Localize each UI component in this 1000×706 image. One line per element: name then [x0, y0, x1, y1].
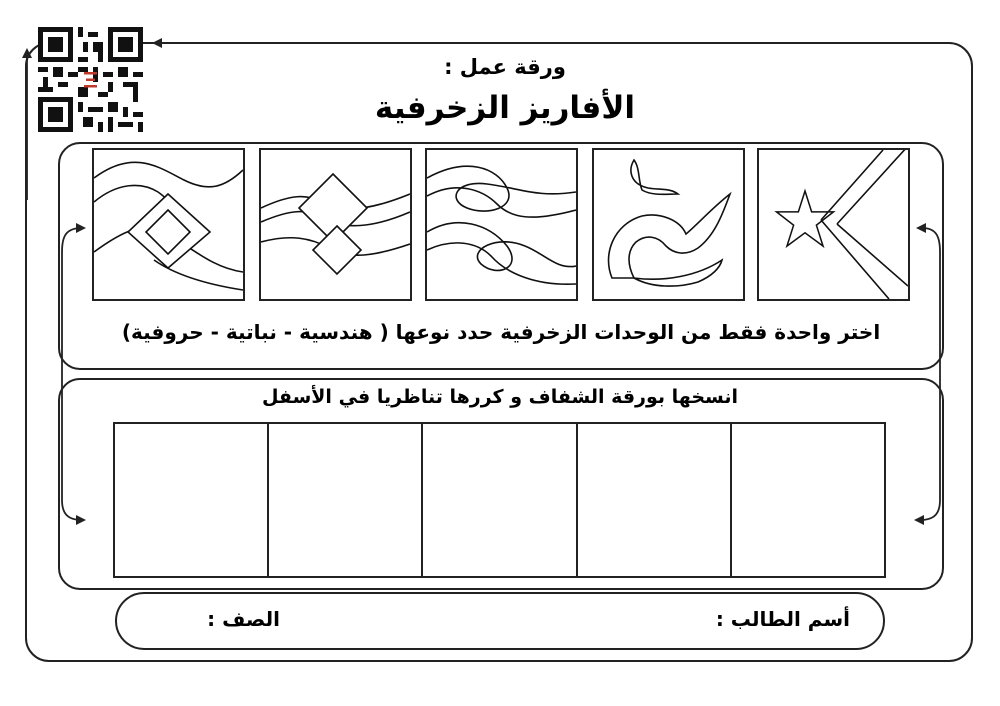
arrow-up-head-icon [22, 48, 32, 58]
arrow-right-head-icon [76, 515, 86, 525]
arrow-left-head-icon [914, 515, 924, 525]
arrow-left-head-icon [916, 223, 926, 233]
choose-motif-instruction: اختر واحدة فقط من الوحدات الزخرفية حدد نوعها ( هندسية - نباتية - حروفية) [121, 320, 881, 344]
arrow-right-head-icon [76, 223, 86, 233]
class-label: الصف : [207, 607, 280, 631]
worksheet-subtitle: ورقة عمل : [444, 55, 566, 79]
page-title: الأفاريز الزخرفية [374, 90, 636, 126]
copy-instruction: انسخها بورقة الشفاف و كررها تناظريا في الأسفل [261, 386, 739, 408]
arrow-left-head-icon [152, 38, 162, 48]
student-name-label: أسم الطالب : [715, 607, 850, 631]
